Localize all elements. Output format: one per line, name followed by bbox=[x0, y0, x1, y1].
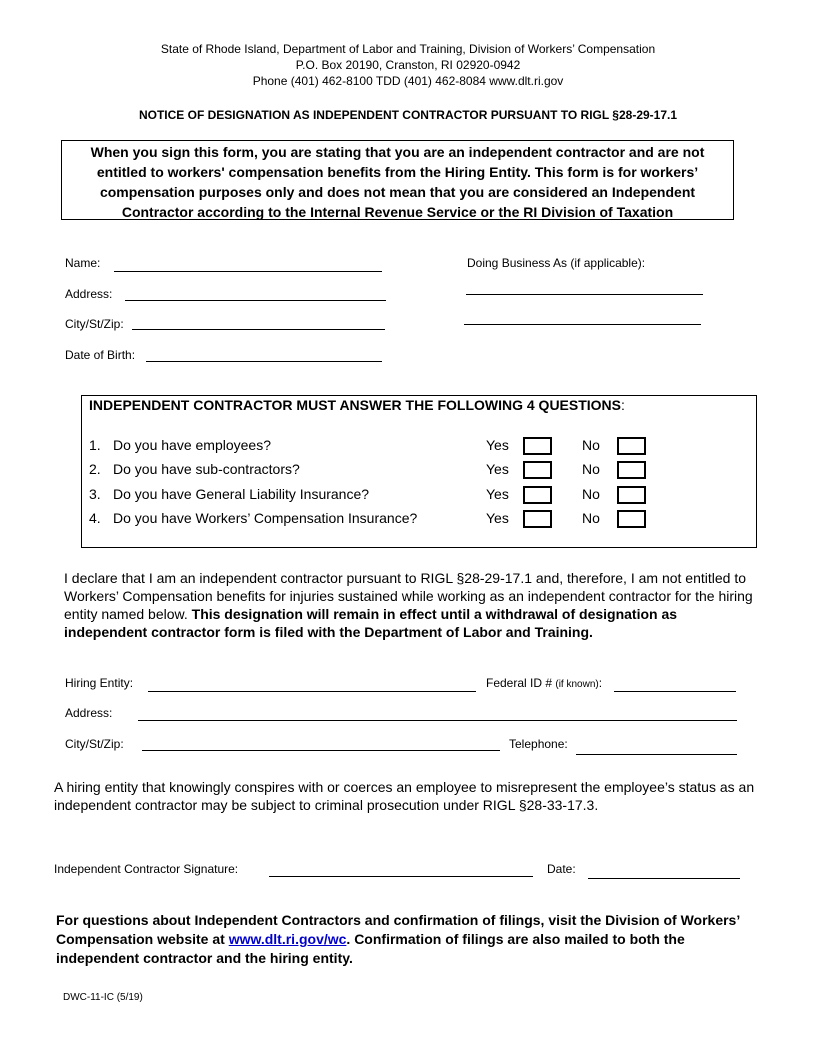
telephone-label: Telephone: bbox=[509, 737, 568, 751]
yes-checkbox[interactable] bbox=[523, 486, 552, 504]
dob-label: Date of Birth: bbox=[65, 348, 136, 362]
declaration-paragraph bbox=[64, 569, 764, 641]
question-num: 1. bbox=[89, 437, 101, 453]
hiring-city-label: City/St/Zip: bbox=[65, 737, 124, 751]
name-field[interactable] bbox=[114, 271, 382, 272]
no-checkbox[interactable] bbox=[617, 510, 646, 528]
form-id: DWC-11-IC (5/19) bbox=[63, 992, 143, 1003]
date-label: Date: bbox=[547, 862, 576, 876]
no-label: No bbox=[582, 437, 600, 453]
yes-label: Yes bbox=[486, 437, 509, 453]
question-num: 2. bbox=[89, 461, 101, 477]
no-checkbox[interactable] bbox=[617, 461, 646, 479]
dba-field-2[interactable] bbox=[464, 324, 701, 325]
yes-label: Yes bbox=[486, 486, 509, 502]
info-paragraph: For questions about Independent Contractors and confirmation of filings, visit the Division of Workers’ Compensation website at www.dlt.ri.gov/wc. Confirmation of filings are also mailed to both the independent contractor and the hiring entity. bbox=[56, 912, 740, 966]
agency-contact: Phone (401) 462-8100 TDD (401) 462-8084 www.dlt.ri.gov bbox=[252, 74, 564, 88]
telephone-field[interactable] bbox=[576, 754, 737, 755]
hiring-entity-field[interactable] bbox=[148, 691, 476, 692]
questions-heading: INDEPENDENT CONTRACTOR MUST ANSWER THE FOLLOWING 4 QUESTIONS: bbox=[89, 397, 625, 413]
yes-checkbox[interactable] bbox=[523, 437, 552, 455]
hiring-entity-label: Hiring Entity: bbox=[65, 676, 134, 690]
warning-paragraph: A hiring entity that knowingly conspires with or coerces an employee to misrepresent the employee’s status as an independent contractor may be subject to criminal prosecution under RIGL §28-33-17.3. bbox=[54, 779, 755, 813]
federal-id-label: Federal ID # (if known): bbox=[486, 676, 603, 690]
signature-label: Independent Contractor Signature: bbox=[54, 862, 239, 876]
agency-address: P.O. Box 20190, Cranston, RI 02920-0942 bbox=[295, 58, 521, 72]
question-text: Do you have Workers’ Compensation Insurance? bbox=[113, 510, 418, 526]
dba-field-1[interactable] bbox=[466, 294, 703, 295]
no-checkbox[interactable] bbox=[617, 437, 646, 455]
no-checkbox[interactable] bbox=[617, 486, 646, 504]
dob-field[interactable] bbox=[146, 361, 382, 362]
form-title: NOTICE OF DESIGNATION AS INDEPENDENT CONTRACTOR PURSUANT TO RIGL §28-29-17.1 bbox=[138, 108, 678, 122]
federal-id-field[interactable] bbox=[614, 691, 736, 692]
hiring-address-label: Address: bbox=[65, 706, 113, 720]
hiring-address-field[interactable] bbox=[138, 720, 737, 721]
city-field[interactable] bbox=[132, 329, 385, 330]
question-text: Do you have employees? bbox=[113, 437, 271, 453]
yes-checkbox[interactable] bbox=[523, 510, 552, 528]
question-text: Do you have General Liability Insurance? bbox=[113, 486, 370, 502]
website-link[interactable]: www.dlt.ri.gov/wc bbox=[228, 931, 347, 947]
signature-field[interactable] bbox=[269, 876, 533, 877]
declaration-text: I declare that I am an independent contractor pursuant to RIGL §28-29-17.1 and, therefore, I am not entitled to Workers’ Compensation benefits for injuries sustained while working as an independent contractor for the hiring entity named below. bbox=[64, 570, 753, 622]
notice-box bbox=[61, 140, 734, 220]
question-num: 3. bbox=[89, 486, 101, 502]
dba-label: Doing Business As (if applicable): bbox=[467, 256, 646, 270]
yes-label: Yes bbox=[486, 510, 509, 526]
no-label: No bbox=[582, 510, 600, 526]
hiring-city-field[interactable] bbox=[142, 750, 500, 751]
city-label: City/St/Zip: bbox=[65, 317, 124, 331]
address-label: Address: bbox=[65, 287, 113, 301]
address-field[interactable] bbox=[125, 300, 386, 301]
notice-text: When you sign this form, you are stating that you are an independent contractor and are not entitled to workers' compensation benefits from the Hiring Entity. This form is for workers’ compensation purposes only and does not mean that you are considered an Independent Contractor according to the Internal Revenue Service or the RI Division of Taxation bbox=[90, 144, 705, 220]
date-field[interactable] bbox=[588, 878, 740, 879]
question-text: Do you have sub-contractors? bbox=[113, 461, 300, 477]
no-label: No bbox=[582, 486, 600, 502]
declaration-bold-text: This designation will remain in effect until a withdrawal of designation as independent contractor form is filed with the Department of Labor and Training. bbox=[64, 606, 678, 640]
no-label: No bbox=[582, 461, 600, 477]
name-label: Name: bbox=[65, 256, 101, 270]
yes-label: Yes bbox=[486, 461, 509, 477]
yes-checkbox[interactable] bbox=[523, 461, 552, 479]
agency-name: State of Rhode Island, Department of Labor and Training, Division of Workers’ Compensation bbox=[160, 42, 656, 56]
question-num: 4. bbox=[89, 510, 101, 526]
